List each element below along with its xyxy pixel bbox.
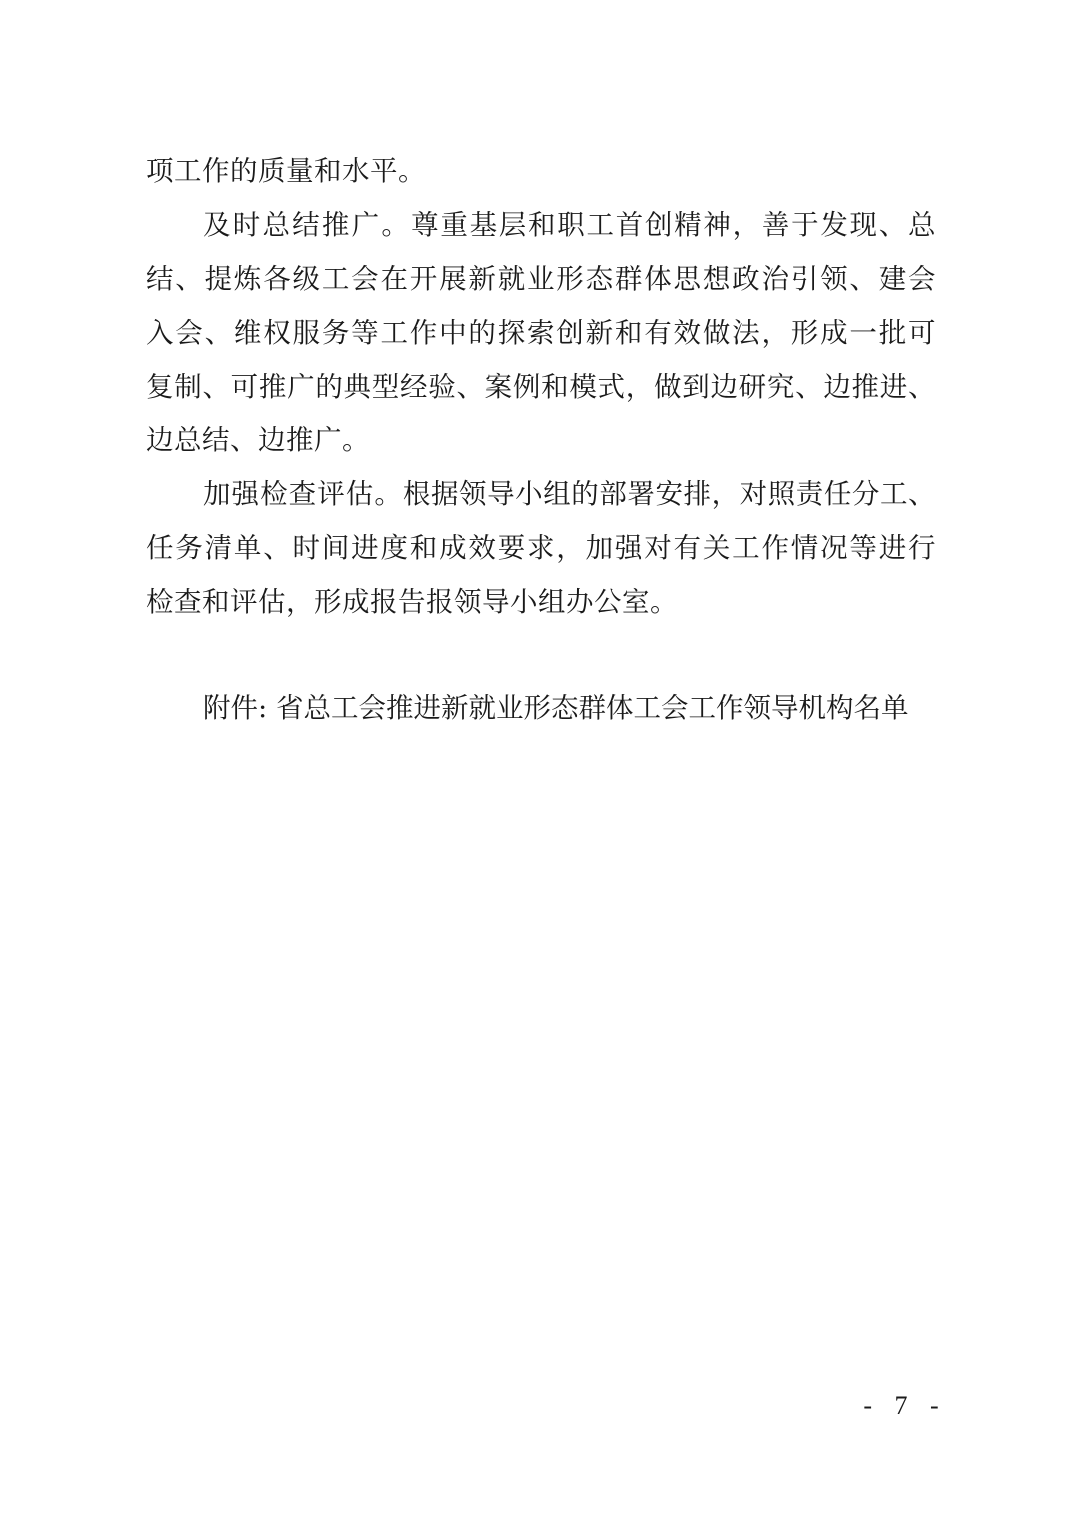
line-text: 复制、可推广的典型经验、案例和模式，做到边研究、边推进、 — [146, 371, 936, 403]
attachment-note: 附件: 省总工会推进新就业形态群体工会工作领导机构名单 — [203, 692, 909, 724]
line-text: 入会、维权服务等工作中的探索创新和有效做法，形成一批可 — [146, 317, 936, 349]
section-heading: 加强检查评估。 — [203, 478, 403, 510]
line-text: 任务清单、时间进度和成效要求，加强对有关工作情况等进行 — [146, 532, 936, 564]
line-text: 根据领导小组的部署安排，对照责任分工、 — [402, 478, 937, 510]
line-text: 尊重基层和职工首创精神，善于发现、总 — [411, 209, 937, 241]
line-text: 边总结、边推广。 — [146, 424, 370, 456]
line-text: 检查和评估，形成报告报领导小组办公室。 — [146, 586, 678, 618]
paragraph-line — [203, 476, 936, 512]
line-text: 项工作的质量和水平。 — [146, 155, 426, 187]
paragraph-line — [146, 530, 936, 566]
paragraph-line — [146, 369, 936, 405]
paragraph-line — [146, 261, 936, 297]
paragraph-line — [146, 584, 936, 620]
section-heading: 及时总结推广。 — [203, 209, 412, 241]
paragraph-line — [146, 315, 936, 351]
line-text: 结、提炼各级工会在开展新就业形态群体思想政治引领、建会 — [146, 263, 936, 295]
paragraph-line — [146, 153, 936, 189]
paragraph-line — [146, 422, 936, 458]
paragraph-line — [203, 207, 936, 243]
page-number: - 7 - — [863, 1391, 947, 1420]
